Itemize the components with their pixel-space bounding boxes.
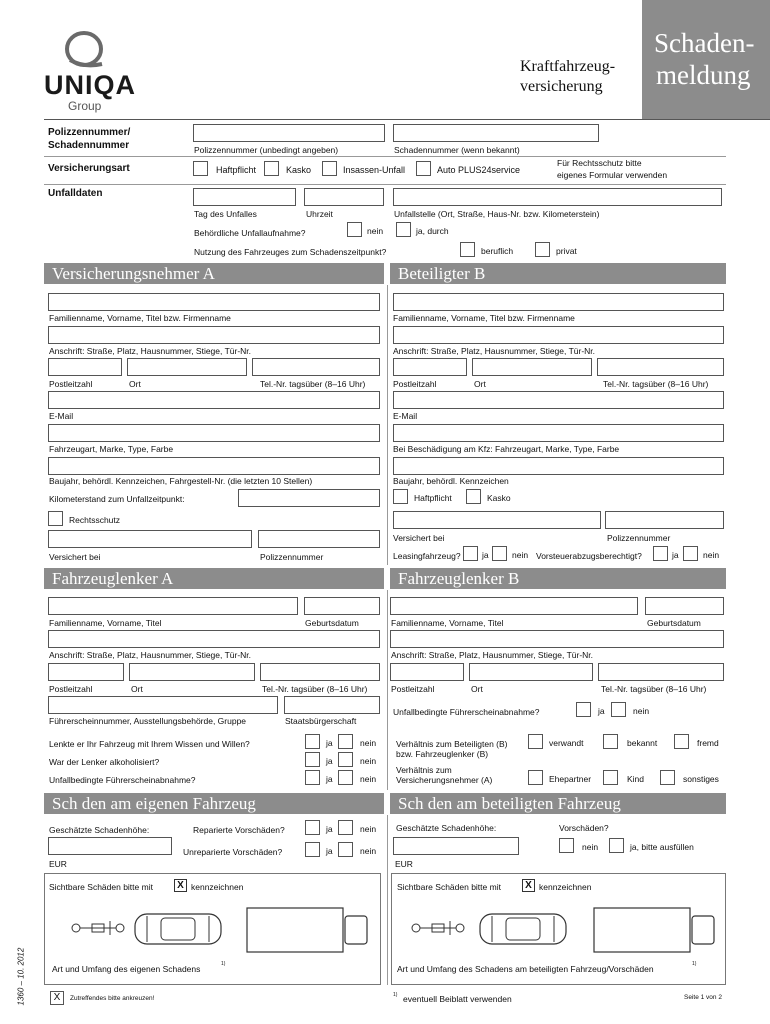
b-liability-label: Haftpflicht (414, 493, 452, 503)
vn-a-mileage-field[interactable] (238, 489, 380, 507)
fl-b-license-yes-label: ja (598, 706, 605, 716)
dmg-b-visible-label-2: kennzeichnen (539, 882, 592, 892)
b-vehicle-field[interactable] (393, 424, 724, 442)
type-liability-label: Haftpflicht (216, 165, 257, 175)
legal-note-1: Für Rechtsschutz bitte (557, 158, 642, 168)
fl-b-rel-vn-1: Verhältnis zum (396, 765, 452, 775)
fl-b-name-field[interactable] (390, 597, 638, 615)
fl-a-address-field[interactable] (48, 630, 380, 648)
fl-a-phone-field[interactable] (260, 663, 380, 681)
column-divider (387, 590, 388, 790)
b-vat-yes-label: ja (672, 550, 679, 560)
fl-a-name-field[interactable] (48, 597, 298, 615)
b-liability-checkbox[interactable] (393, 489, 408, 504)
dmg-a-estimate-label: Geschätzte Schadenhöhe: (49, 825, 150, 835)
fl-b-city-field[interactable] (469, 663, 593, 681)
b-policy-field[interactable] (605, 511, 724, 529)
dmg-b-prior-label: Vorschäden? (559, 823, 609, 833)
vn-a-name-field[interactable] (48, 293, 380, 311)
fl-a-q1-no-label: nein (360, 738, 377, 748)
vn-a-insured-label: Versichert bei (49, 552, 101, 562)
fl-b-child-checkbox[interactable] (603, 770, 618, 785)
dmg-a-kind-footnote: 1) (221, 961, 226, 967)
vn-a-build-field[interactable] (48, 457, 380, 475)
dmg-b-prior-no-checkbox[interactable] (559, 838, 574, 853)
fl-b-zip-field[interactable] (390, 663, 464, 681)
b-zip-field[interactable] (393, 358, 467, 376)
fl-a-license-field[interactable] (48, 696, 278, 714)
claim-number-hint: Schadennummer (wenn bekannt) (394, 145, 520, 155)
type-passenger-checkbox[interactable] (322, 161, 337, 176)
fl-a-q3-yes-label: ja (326, 774, 333, 784)
type-plus24-label: Auto PLUS24service (437, 165, 521, 175)
fl-b-stranger-label: fremd (697, 738, 719, 748)
fl-b-birth-label: Geburtsdatum (647, 618, 701, 628)
car-icon (133, 910, 223, 948)
page-title-line1: Schaden- (654, 28, 755, 58)
vn-a-address-label: Anschrift: Straße, Platz, Hausnummer, Stiege, Tür-Nr. (49, 346, 252, 356)
vn-a-legal-checkbox[interactable] (48, 511, 63, 526)
dmg-b-prior-no-label: nein (582, 842, 599, 852)
vn-a-insured-field[interactable] (48, 530, 252, 548)
truck-icon (245, 906, 370, 954)
fl-a-zip-label: Postleitzahl (49, 684, 93, 694)
dmg-a-unrepaired-label: Unreparierte Vorschäden? (183, 847, 283, 857)
b-leasing-label: Leasingfahrzeug? (393, 551, 461, 561)
b-city-field[interactable] (472, 358, 592, 376)
vn-a-email-label: E-Mail (49, 411, 74, 421)
b-leasing-no-label: nein (512, 550, 529, 560)
fl-a-phone-label: Tel.-Nr. tagsüber (8–16 Uhr) (262, 684, 368, 694)
fl-b-spouse-checkbox[interactable] (528, 770, 543, 785)
b-vat-no-label: nein (703, 550, 720, 560)
section-party-b: Beteiligter B (390, 263, 726, 284)
fl-b-license-q-label: Unfallbedingte Führerscheinabnahme? (393, 707, 540, 717)
uniqa-emblem-icon (62, 30, 106, 72)
dmg-b-prior-yes-label: ja, bitte ausfüllen (630, 842, 694, 852)
vn-a-policy-label: Polizzennummer (260, 552, 324, 562)
usage-business-label: beruflich (481, 246, 514, 256)
fl-a-q1-yes-label: ja (326, 738, 333, 748)
fl-a-q2-label: War der Lenker alkoholisiert? (49, 757, 160, 767)
fl-b-rel-vn-2: Versicherungsnehmer (A) (396, 775, 493, 785)
page-title-line2: meldung (656, 60, 751, 90)
fl-a-q3-no-checkbox[interactable] (338, 770, 353, 785)
section-policyholder: Versicherungsnehmer A (44, 263, 384, 284)
policy-number-field[interactable] (193, 124, 385, 142)
fl-a-citizenship-field[interactable] (284, 696, 380, 714)
legal-note-2: eigenes Formular verwenden (557, 170, 668, 180)
police-yes-checkbox[interactable] (396, 222, 411, 237)
usage-private-label: privat (556, 246, 577, 256)
b-vat-yes-checkbox[interactable] (653, 546, 668, 561)
form-type-line2: versicherung (520, 78, 603, 95)
fl-b-rel-b-1: Verhältnis zum Beteiligten (B) (396, 739, 508, 749)
policy-label-2: Schadennummer (48, 140, 130, 151)
b-zip-label: Postleitzahl (393, 379, 437, 389)
fl-b-address-field[interactable] (390, 630, 724, 648)
fl-a-address-label: Anschrift: Straße, Platz, Hausnummer, Stiege, Tür-Nr. (49, 650, 252, 660)
b-build-field[interactable] (393, 457, 724, 475)
vn-a-build-label: Baujahr, behördl. Kennzeichen, Fahrgestell-Nr. (die letzten 10 Stellen) (49, 476, 313, 486)
vn-a-vehicle-field[interactable] (48, 424, 380, 442)
column-divider (387, 285, 388, 565)
logo-main: UNIQA (44, 70, 136, 100)
fl-a-q2-yes-checkbox[interactable] (305, 752, 320, 767)
dmg-b-amount-field[interactable] (393, 837, 519, 855)
fl-b-name-label: Familienname, Vorname, Titel (391, 618, 504, 628)
vn-a-name-label: Familienname, Vorname, Titel bzw. Firmenname (49, 313, 231, 323)
b-build-label: Baujahr, behördl. Kennzeichen (393, 476, 509, 486)
dmg-b-currency: EUR (395, 859, 413, 869)
claim-number-field[interactable] (393, 124, 599, 142)
policy-number-hint: Polizzennummer (unbedingt angeben) (194, 145, 339, 155)
dmg-a-mark-x-icon: X (174, 879, 187, 892)
dmg-a-repaired-yes-checkbox[interactable] (305, 820, 320, 835)
vn-a-legal-label: Rechtsschutz (69, 515, 121, 525)
b-policy-label: Polizzennummer (607, 533, 671, 543)
fl-a-license-label: Führerscheinnummer, Ausstellungsbehörde, Gruppe (49, 716, 247, 726)
row-divider (44, 156, 726, 157)
fl-b-zip-label: Postleitzahl (391, 684, 435, 694)
fl-a-city-field[interactable] (129, 663, 255, 681)
section-driver-b: Fahrzeuglenker B (390, 568, 726, 589)
section-driver-a: Fahrzeuglenker A (44, 568, 384, 589)
fl-b-birth-field[interactable] (645, 597, 724, 615)
logo-sub: Group (68, 99, 102, 113)
accident-time-label: Uhrzeit (306, 209, 333, 219)
dmg-b-kind-label: Art und Umfang des Schadens am beteiligten Fahrzeug/Vorschäden (397, 964, 654, 974)
dmg-a-kind-label: Art und Umfang des eigenen Schadens (52, 964, 201, 974)
police-label: Behördliche Unfallaufnahme? (194, 228, 306, 238)
dmg-b-estimate-label: Geschätzte Schadenhöhe: (396, 823, 497, 833)
section-damage-own: Sch den am eigenen Fahrzeug (44, 793, 384, 814)
vn-a-zip-label: Postleitzahl (49, 379, 93, 389)
row-divider (44, 184, 726, 185)
motorcycle-icon (70, 916, 126, 940)
b-email-field[interactable] (393, 391, 724, 409)
accident-place-label: Unfallstelle (Ort, Straße, Haus-Nr. bzw. Kilometerstein) (394, 209, 600, 219)
dmg-a-currency: EUR (49, 859, 67, 869)
vn-a-address-field[interactable] (48, 326, 380, 344)
fl-a-birth-field[interactable] (304, 597, 380, 615)
footnote-mark: 1) (393, 992, 398, 998)
vn-a-policy-field[interactable] (258, 530, 380, 548)
dmg-b-mark-x-icon: X (522, 879, 535, 892)
dmg-a-repaired-label: Reparierte Vorschäden? (193, 825, 285, 835)
logo (44, 30, 144, 120)
policy-label-1: Polizzennummer/ (48, 127, 131, 138)
b-vehicle-label: Bei Beschädigung am Kfz: Fahrzeugart, Marke, Type, Farbe (393, 444, 620, 454)
motorcycle-icon (410, 916, 466, 940)
dmg-a-visible-label-1: Sichtbare Schäden bitte mit (49, 882, 153, 892)
type-kasko-label: Kasko (286, 165, 312, 175)
dmg-a-unrepaired-no-checkbox[interactable] (338, 842, 353, 857)
vn-a-city-field[interactable] (127, 358, 247, 376)
dmg-b-visible-label-1: Sichtbare Schäden bitte mit (397, 882, 501, 892)
insurance-type-label: Versicherungsart (48, 163, 130, 174)
b-email-label: E-Mail (393, 411, 418, 421)
fl-a-name-label: Familienname, Vorname, Titel (49, 618, 162, 628)
fl-b-stranger-checkbox[interactable] (674, 734, 689, 749)
b-city-label: Ort (474, 379, 486, 389)
b-insured-field[interactable] (393, 511, 601, 529)
fl-a-q3-yes-checkbox[interactable] (305, 770, 320, 785)
b-phone-label: Tel.-Nr. tagsüber (8–16 Uhr) (603, 379, 709, 389)
accident-date-label: Tag des Unfalles (194, 209, 257, 219)
fl-a-q2-no-label: nein (360, 756, 377, 766)
b-vat-no-checkbox[interactable] (683, 546, 698, 561)
b-leasing-no-checkbox[interactable] (492, 546, 507, 561)
b-leasing-yes-label: ja (482, 550, 489, 560)
vn-a-phone-field[interactable] (252, 358, 380, 376)
dmg-a-unrepaired-yes-checkbox[interactable] (305, 842, 320, 857)
accident-label: Unfalldaten (48, 188, 103, 199)
header-divider (44, 119, 770, 120)
fl-b-license-no-checkbox[interactable] (611, 702, 626, 717)
police-no-label: nein (367, 226, 384, 236)
type-kasko-checkbox[interactable] (264, 161, 279, 176)
dmg-a-unrepaired-yes-label: ja (326, 846, 333, 856)
accident-time-field[interactable] (304, 188, 384, 206)
b-kasko-checkbox[interactable] (466, 489, 481, 504)
truck-icon (592, 906, 717, 954)
fl-a-birth-label: Geburtsdatum (305, 618, 359, 628)
vn-a-vehicle-label: Fahrzeugart, Marke, Type, Farbe (49, 444, 174, 454)
dmg-b-prior-yes-checkbox[interactable] (609, 838, 624, 853)
fl-a-zip-field[interactable] (48, 663, 124, 681)
fl-b-phone-label: Tel.-Nr. tagsüber (8–16 Uhr) (601, 684, 707, 694)
dmg-a-visible-label-2: kennzeichnen (191, 882, 244, 892)
fl-a-citizenship-label: Staatsbürgerschaft (285, 716, 357, 726)
usage-label: Nutzung des Fahrzeuges zum Schadenszeitpunkt? (194, 247, 387, 257)
vn-a-city-label: Ort (129, 379, 141, 389)
usage-business-checkbox[interactable] (460, 242, 475, 257)
type-liability-checkbox[interactable] (193, 161, 208, 176)
vn-a-email-field[interactable] (48, 391, 380, 409)
dmg-b-kind-footnote: 1) (692, 961, 697, 967)
car-icon (478, 910, 568, 948)
fl-a-q2-yes-label: ja (326, 756, 333, 766)
check-hint: Zutreffendes bitte ankreuzen! (70, 995, 155, 1002)
dmg-a-amount-field[interactable] (48, 837, 172, 855)
fl-b-other-label: sonstiges (683, 774, 719, 784)
b-name-label: Familienname, Vorname, Titel bzw. Firmenname (393, 313, 575, 323)
fl-a-q2-no-checkbox[interactable] (338, 752, 353, 767)
vn-a-zip-field[interactable] (48, 358, 122, 376)
type-passenger-label: Insassen-Unfall (343, 165, 406, 175)
fl-b-city-label: Ort (471, 684, 483, 694)
fl-b-spouse-label: Ehepartner (549, 774, 592, 784)
police-no-checkbox[interactable] (347, 222, 362, 237)
vn-a-mileage-label: Kilometerstand zum Unfallzeitpunkt: (49, 494, 185, 504)
fl-a-q3-no-label: nein (360, 774, 377, 784)
fl-a-q3-label: Unfallbedingte Führerscheinabnahme? (49, 775, 196, 785)
dmg-a-unrepaired-no-label: nein (360, 846, 377, 856)
b-address-field[interactable] (393, 326, 724, 344)
fl-a-q1-label: Lenkte er Ihr Fahrzeug mit Ihrem Wissen und Willen? (49, 739, 250, 749)
b-leasing-yes-checkbox[interactable] (463, 546, 478, 561)
form-code: 1360 – 10. 2012 (16, 947, 26, 1006)
form-type-line1: Kraftfahrzeug- (520, 58, 616, 75)
dmg-a-repaired-yes-label: ja (326, 824, 333, 834)
page-number: Seite 1 von 2 (684, 994, 722, 1001)
fl-b-other-checkbox[interactable] (660, 770, 675, 785)
b-vat-label: Vorsteuerabzugsberechtigt? (536, 551, 642, 561)
fl-a-q1-no-checkbox[interactable] (338, 734, 353, 749)
fl-b-known-label: bekannt (627, 738, 658, 748)
fl-b-related-label: verwandt (549, 738, 584, 748)
section-damage-other: Sch den am beteiligten Fahrzeug (390, 793, 726, 814)
b-phone-field[interactable] (597, 358, 724, 376)
title-block (642, 0, 770, 119)
dmg-a-repaired-no-label: nein (360, 824, 377, 834)
type-plus24-checkbox[interactable] (416, 161, 431, 176)
accident-place-field[interactable] (393, 188, 722, 206)
b-insured-label: Versichert bei (393, 533, 445, 543)
fl-b-known-checkbox[interactable] (603, 734, 618, 749)
fl-b-rel-b-2: bzw. Fahrzeuglenker (B) (396, 749, 489, 759)
footnote-text: eventuell Beiblatt verwenden (403, 994, 512, 1004)
usage-private-checkbox[interactable] (535, 242, 550, 257)
fl-a-city-label: Ort (131, 684, 143, 694)
vn-a-phone-label: Tel.-Nr. tagsüber (8–16 Uhr) (260, 379, 366, 389)
police-yes-label: ja, durch (416, 226, 449, 236)
fl-a-q1-yes-checkbox[interactable] (305, 734, 320, 749)
fl-b-related-checkbox[interactable] (528, 734, 543, 749)
b-kasko-label: Kasko (487, 493, 511, 503)
column-divider (387, 815, 388, 985)
dmg-a-repaired-no-checkbox[interactable] (338, 820, 353, 835)
fl-b-license-no-label: nein (633, 706, 650, 716)
fl-b-address-label: Anschrift: Straße, Platz, Hausnummer, Stiege, Tür-Nr. (391, 650, 594, 660)
b-name-field[interactable] (393, 293, 724, 311)
fl-b-child-label: Kind (627, 774, 645, 784)
b-address-label: Anschrift: Straße, Platz, Hausnummer, Stiege, Tür-Nr. (393, 346, 596, 356)
fl-b-phone-field[interactable] (598, 663, 724, 681)
accident-date-field[interactable] (193, 188, 296, 206)
footer-mark-x-icon: X (50, 991, 64, 1005)
fl-b-license-yes-checkbox[interactable] (576, 702, 591, 717)
